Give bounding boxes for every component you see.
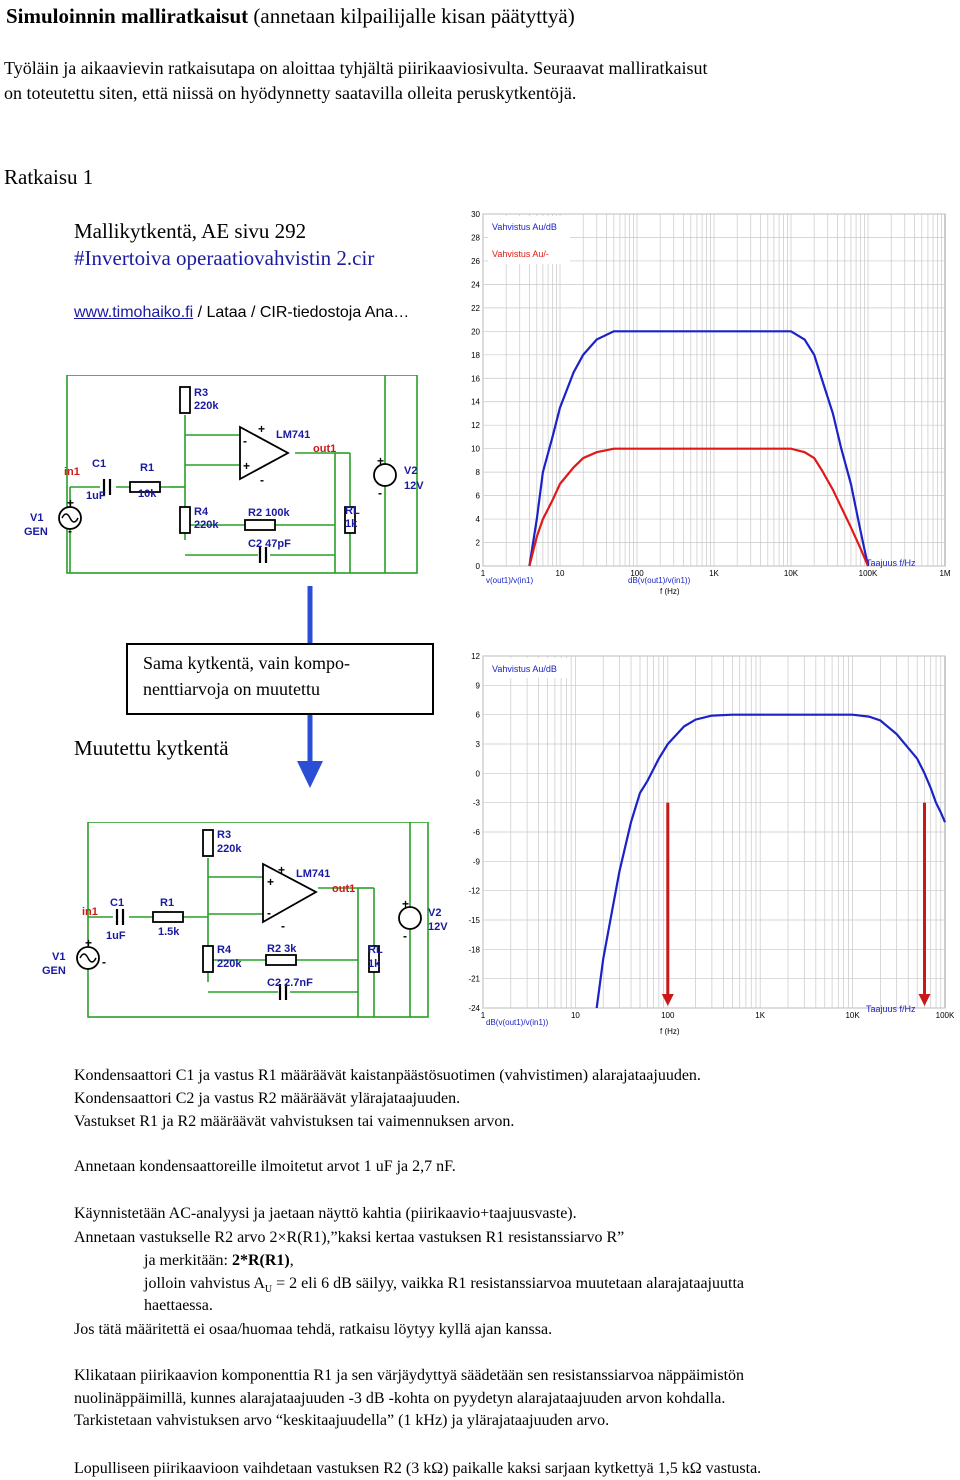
chart1-legend-au-db: Vahvistus Au/dB (492, 222, 557, 232)
chart1-xlabel-left: v(out1)/v(in1) (486, 576, 534, 585)
c2-r3-label[interactable]: R3 (217, 829, 232, 841)
frequency-response-chart-1[interactable] (468, 208, 960, 598)
svg-text:+: + (67, 496, 75, 510)
para-marking-prefix: ja merkitään: (144, 1252, 232, 1269)
svg-text:+: + (278, 863, 286, 877)
svg-text:+: + (377, 454, 385, 468)
para-check-gain: Tarkistetaan vahvistuksen arvo “keskitaajuudella” (1 kHz) ja ylärajataajuuden arvo. (74, 1412, 610, 1429)
c2-v2-value[interactable]: 12V (428, 921, 448, 933)
c1-v1-value[interactable]: GEN (24, 526, 48, 538)
x-tick-label: 100 (630, 569, 644, 578)
c1-c1-value[interactable]: 1uF (86, 490, 106, 502)
c1-r4-value[interactable]: 220k (194, 519, 219, 531)
chart2-corner-label: Taajuus f/Hz (866, 1004, 916, 1014)
svg-text:+: + (258, 422, 266, 436)
c2-c2-label[interactable]: C2 2.7nF (267, 977, 313, 989)
y-tick-label: -9 (472, 857, 480, 867)
chart1-x-ticks (481, 569, 951, 578)
y-tick-label: 9 (475, 681, 480, 691)
c2-rl-label[interactable]: RL (368, 944, 383, 956)
svg-text:-: - (403, 929, 407, 943)
y-tick-label: 8 (475, 468, 480, 478)
chart2-legend-au-db: Vahvistus Au/dB (492, 664, 557, 674)
svg-text:-: - (267, 906, 271, 920)
website-link[interactable]: www.timohaiko.fi (74, 304, 194, 321)
c2-c1-label[interactable]: C1 (110, 897, 125, 909)
y-tick-label: 0 (475, 562, 480, 571)
y-tick-label: 18 (471, 350, 480, 360)
y-tick-label: 26 (471, 256, 480, 266)
model-reference: Mallikytkentä, AE sivu 292 (74, 219, 307, 243)
callout-line-1: Sama kytkentä, vain kompo- (143, 653, 350, 673)
circuit-diagram-modified[interactable] (38, 822, 458, 1032)
svg-text:-: - (243, 434, 247, 448)
c1-out-node: out1 (313, 443, 337, 455)
c1-r2-label[interactable]: R2 100k (248, 507, 290, 519)
x-tick-label: 100K (935, 1011, 955, 1020)
c1-r1-label[interactable]: R1 (140, 462, 155, 474)
para-marking-formula: 2*R(R1) (231, 1252, 290, 1269)
x-tick-label: 10K (845, 1011, 860, 1020)
para-c1-r1: Kondensaattori C1 ja vastus R1 määräävät kaistanpäästösuotimen (vahvistimen) alarajataajuuden. (74, 1067, 701, 1084)
y-tick-label: 16 (471, 374, 480, 384)
c2-v1-label[interactable]: V1 (52, 951, 66, 963)
c2-r2-label[interactable]: R2 3k (267, 943, 297, 955)
para-gain-end: haettaessa. (144, 1297, 213, 1314)
svg-text:+: + (243, 459, 251, 473)
x-tick-label: 10K (783, 569, 799, 578)
c2-v1-value[interactable]: GEN (42, 965, 66, 977)
y-tick-label: 14 (471, 397, 480, 407)
para-arrow-keys: nuolinäppäimillä, kunnes alarajataajuuden -3 dB -kohta on pyydetyn alarajataajuuden arvon kohdalla. (74, 1390, 726, 1407)
c2-r4-value[interactable]: 220k (217, 958, 242, 970)
svg-text:+: + (267, 875, 275, 889)
c2-in-node: in1 (82, 906, 98, 918)
y-tick-label: 6 (475, 710, 480, 720)
c2-v2-label[interactable]: V2 (428, 907, 442, 919)
c1-c2-label[interactable]: C2 47pF (248, 538, 291, 550)
title-bold: Simuloinnin malliratkaisut (6, 4, 249, 28)
path-text: / Lataa / CIR-tiedostoja Ana… (193, 304, 410, 321)
chart1-corner-label: Taajuus f/Hz (866, 558, 916, 568)
para-gain-rest: = 2 eli 6 dB säilyy, vaikka R1 resistanssiarvoa muutetaan alarajataajuutta (272, 1275, 744, 1292)
para-ac-analysis: Käynnistetään AC-analyysi ja jaetaan näyttö kahtia (piirikaavio+taajuusvaste). (74, 1205, 577, 1222)
c2-r1-label[interactable]: R1 (160, 897, 175, 909)
c1-rl-value[interactable]: 1k (345, 518, 358, 530)
chart1-y-ticks (471, 210, 480, 571)
y-tick-label: 2 (475, 538, 480, 548)
y-tick-label: 22 (471, 303, 480, 313)
x-tick-label: 1 (480, 1011, 486, 1020)
c1-rl-label[interactable]: RL (345, 505, 360, 517)
y-tick-label: 30 (471, 210, 480, 219)
c1-r1-value[interactable]: 10k (138, 488, 157, 500)
para-marking-suffix: , (289, 1252, 294, 1269)
c1-v2-label[interactable]: V2 (404, 465, 418, 477)
svg-text:-: - (260, 473, 264, 487)
svg-text:+: + (85, 936, 93, 950)
y-tick-label: 20 (471, 327, 480, 337)
circuit-diagram-original[interactable] (20, 375, 440, 585)
para-capacitor-values: Annetaan kondensaattoreille ilmoitetut arvot 1 uF ja 2,7 nF. (74, 1158, 456, 1175)
y-tick-label: 24 (471, 280, 480, 290)
intro-line-1: Työläin ja aikaavievin ratkaisutapa on aloittaa tyhjältä piirikaaviosivulta. Seuraavat malliratkaisut (4, 58, 708, 78)
para-final: Lopulliseen piirikaavioon vaihdetaan vastuksen R2 (3 kΩ) paikalle kaksi sarjaan kytkettyä 1,5 kΩ vastusta. (74, 1460, 762, 1477)
para-r1-r2: Vastukset R1 ja R2 määräävät vahvistuksen tai vaimennuksen arvon. (74, 1113, 515, 1130)
x-tick-label: 100K (858, 569, 878, 578)
y-tick-label: -18 (468, 945, 480, 955)
modified-circuit-label: Muutettu kytkentä (74, 736, 229, 760)
x-tick-label: 1 (480, 569, 486, 578)
svg-text:-: - (378, 486, 382, 500)
c2-c1-value[interactable]: 1uF (106, 930, 126, 942)
chart1-legend-au: Vahvistus Au/- (492, 249, 549, 259)
callout-line-2: nenttiarvoja on muutettu (143, 679, 320, 699)
y-tick-label: -6 (472, 828, 480, 837)
c2-opamp-label[interactable]: LM741 (296, 868, 331, 880)
chart1-xlabel-expr: dB(v(out1)/v(in1)) (628, 576, 691, 585)
c2-out-node: out1 (332, 883, 356, 895)
title-subtitle: (annetaan kilpailijalle kisan päätyttyä) (253, 4, 575, 28)
svg-text:+: + (402, 897, 410, 911)
c2-r1-value[interactable]: 1.5k (158, 926, 180, 938)
para-r2-value: Annetaan vastukselle R2 arvo 2×R(R1),”kaksi kertaa vastuksen R1 resistanssiarvo R” (74, 1229, 625, 1246)
y-tick-label: -21 (468, 974, 480, 984)
para-marking (144, 1252, 294, 1270)
c2-rl-value[interactable]: 1k (368, 958, 381, 970)
y-tick-label: 0 (475, 769, 480, 779)
c1-in-node: in1 (64, 466, 80, 478)
para-hint: Jos tätä määritettä ei osaa/huomaa tehdä, ratkaisu löytyy kyllä ajan kanssa. (74, 1321, 553, 1338)
y-tick-label: -12 (468, 886, 480, 896)
y-tick-label: -15 (468, 916, 480, 925)
chart1-xlabel: f (Hz) (660, 587, 680, 596)
y-tick-label: 4 (475, 515, 480, 525)
svg-text:-: - (68, 524, 72, 538)
c1-c1-label[interactable]: C1 (92, 458, 107, 470)
x-tick-label: 1K (709, 569, 719, 578)
c2-r3-value[interactable]: 220k (217, 843, 242, 855)
x-tick-label: 10 (555, 569, 565, 578)
c1-r4-label[interactable]: R4 (194, 506, 209, 518)
c1-r3-label[interactable]: R3 (194, 387, 209, 399)
cir-file-name: #Invertoiva operaatiovahvistin 2.cir (74, 246, 375, 270)
download-path (74, 301, 409, 322)
chart2-xlabel-expr: dB(v(out1)/v(in1)) (486, 1018, 549, 1027)
y-tick-label: 6 (475, 491, 480, 501)
y-tick-label: 12 (471, 421, 480, 431)
intro-line-2: on toteutettu siten, että niissä on hyödynnetty saatavilla olleita peruskytkentöjä. (4, 83, 577, 103)
y-tick-label: 3 (475, 740, 480, 749)
x-tick-label: 10 (570, 1011, 580, 1020)
para-gain-subscript: U (264, 1284, 273, 1296)
para-c2-r2: Kondensaattori C2 ja vastus R2 määräävät ylärajataajuuden. (74, 1090, 461, 1107)
section-heading: Ratkaisu 1 (4, 165, 94, 189)
y-tick-label: 28 (471, 233, 480, 243)
y-tick-label: -24 (468, 1004, 480, 1013)
x-tick-label: 1M (939, 569, 951, 578)
y-tick-label: 12 (471, 652, 480, 661)
document-title (6, 4, 575, 29)
y-tick-label: -3 (472, 798, 480, 808)
para-click-r1: Klikataan piirikaavion komponenttia R1 ja sen värjäydyttyä säädetään sen resistanssiarvoa näppäimistön (74, 1367, 745, 1384)
frequency-response-chart-2[interactable] (468, 650, 960, 1040)
chart2-y-ticks (468, 652, 480, 1013)
c1-r3-value[interactable]: 220k (194, 400, 219, 412)
x-tick-label: 1K (755, 1011, 766, 1020)
svg-text:-: - (102, 955, 106, 969)
y-tick-label: 10 (471, 444, 480, 454)
para-gain-prefix: jolloin vahvistus A (144, 1275, 265, 1292)
chart2-xlabel: f (Hz) (660, 1027, 680, 1036)
para-gain (144, 1275, 744, 1295)
c1-v2-value[interactable]: 12V (404, 480, 424, 492)
c2-r4-label[interactable]: R4 (217, 944, 232, 956)
c1-v1-label[interactable]: V1 (30, 512, 44, 524)
c1-opamp-label[interactable]: LM741 (276, 429, 311, 441)
callout-box (126, 643, 434, 715)
x-tick-label: 100 (661, 1011, 675, 1020)
svg-text:-: - (281, 919, 285, 933)
